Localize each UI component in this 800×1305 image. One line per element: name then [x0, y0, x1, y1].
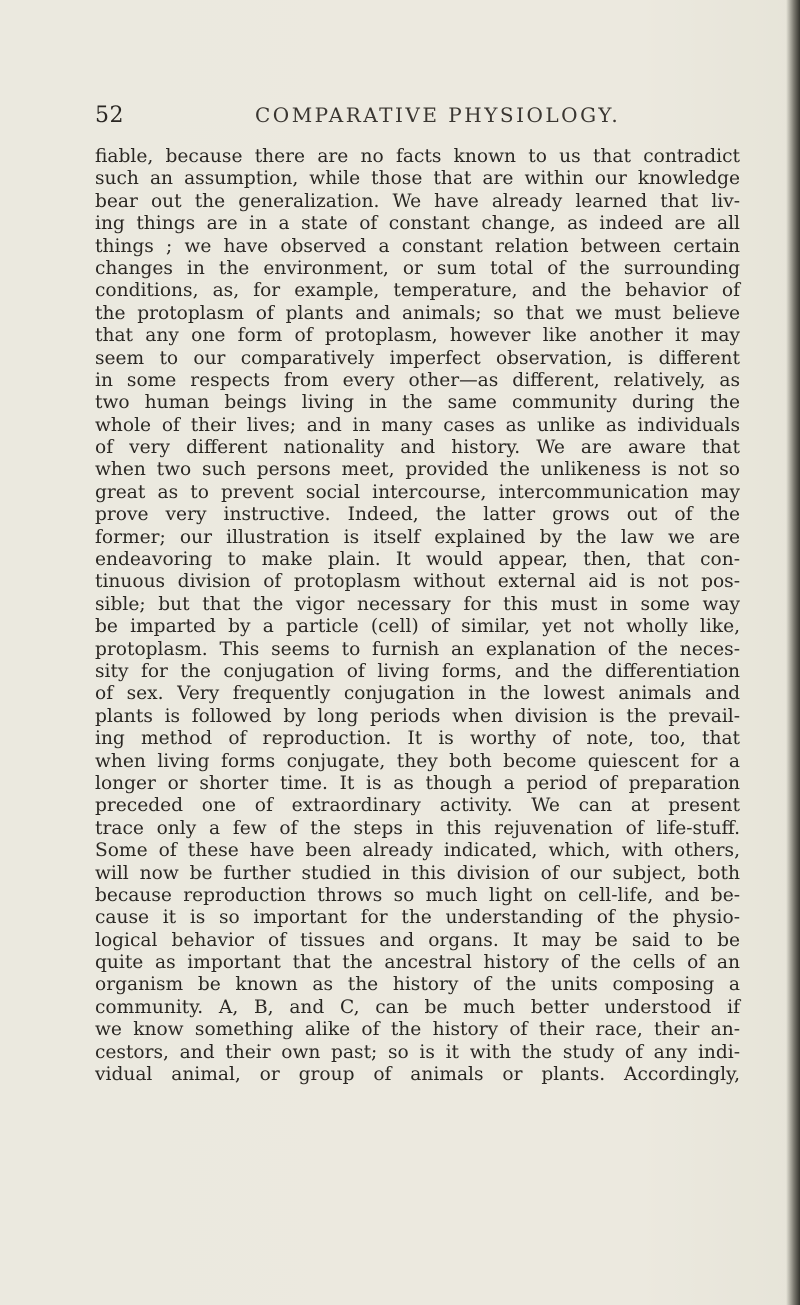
text-line: trace only a few of the steps in this rejuvenation of life-stuff.: [95, 817, 740, 839]
text-line: things ; we have observed a constant relation between certain: [95, 235, 740, 257]
text-line: when two such persons meet, provided the unlikeness is not so: [95, 459, 740, 481]
text-line: whole of their lives; and in many cases as unlike as individuals: [95, 414, 740, 436]
text-line: sity for the conjugation of living forms, and the differentiation: [95, 660, 740, 682]
text-line: when living forms conjugate, they both become quiescent for a: [95, 750, 740, 772]
page-number: 52: [95, 103, 124, 128]
text-line: cause it is so important for the understanding of the physio-: [95, 907, 740, 929]
text-line: ing method of reproduction. It is worthy of note, too, that: [95, 728, 740, 750]
text-line: the protoplasm of plants and animals; so that we must believe: [95, 302, 740, 324]
text-line: organism be known as the history of the units composing a: [95, 974, 740, 996]
running-head: COMPARATIVE PHYSIOLOGY.: [255, 103, 621, 127]
text-line: will now be further studied in this division of our subject, both: [95, 862, 740, 884]
text-line: longer or shorter time. It is as though a period of preparation: [95, 772, 740, 794]
text-line: of sex. Very frequently conjugation in the lowest animals and: [95, 683, 740, 705]
text-line: Some of these have been already indicated, which, with others,: [95, 840, 740, 862]
text-line: fiable, because there are no facts known to us that contradict: [95, 146, 740, 167]
text-line: community. A, B, and C, can be much better understood if: [95, 996, 740, 1018]
text-line: sible; but that the vigor necessary for this must in some way: [95, 593, 740, 615]
text-line: of very different nationality and history. We are aware that: [95, 437, 740, 459]
text-line: endeavoring to make plain. It would appear, then, that con-: [95, 549, 740, 571]
text-line: be imparted by a particle (cell) of similar, yet not wholly like,: [95, 616, 740, 638]
text-line: that any one form of protoplasm, however like another it may: [95, 325, 740, 347]
text-line: prove very instructive. Indeed, the latter grows out of the: [95, 504, 740, 526]
text-line: conditions, as, for example, temperature, and the behavior of: [95, 280, 740, 302]
text-line: plants is followed by long periods when division is the prevail-: [95, 705, 740, 727]
text-line: great as to prevent social intercourse, intercommunication may: [95, 481, 740, 503]
text-line: protoplasm. This seems to furnish an explanation of the neces-: [95, 638, 740, 660]
text-line: changes in the environment, or sum total of the surrounding: [95, 257, 740, 279]
text-line: seem to our comparatively imperfect observation, is different: [95, 347, 740, 369]
text-line: quite as important that the ancestral history of the cells of an: [95, 952, 740, 974]
text-line: we know something alike of the history of their race, their an-: [95, 1019, 740, 1041]
text-line: tinuous division of protoplasm without external aid is not pos-: [95, 571, 740, 593]
text-line: bear out the generalization. We have already learned that liv-: [95, 190, 740, 212]
text-line: logical behavior of tissues and organs. It may be said to be: [95, 929, 740, 951]
text-line: because reproduction throws so much light on cell-life, and be-: [95, 884, 740, 906]
text-line: former; our illustration is itself explained by the law we are: [95, 526, 740, 548]
text-line: preceded one of extraordinary activity. We can at present: [95, 795, 740, 817]
text-line: vidual animal, or group of animals or plants. Accordingly,: [95, 1064, 740, 1086]
text-line: cestors, and their own past; so is it with the study of any indi-: [95, 1041, 740, 1063]
text-line: ing things are in a state of constant change, as indeed are all: [95, 213, 740, 235]
page-header: [95, 103, 695, 133]
page-edge-shadow: [786, 0, 800, 1305]
text-line: in some respects from every other—as different, relatively, as: [95, 369, 740, 391]
text-line: such an assumption, while those that are within our knowledge: [95, 168, 740, 190]
text-line: two human beings living in the same community during the: [95, 392, 740, 414]
body-text: [95, 146, 740, 1086]
